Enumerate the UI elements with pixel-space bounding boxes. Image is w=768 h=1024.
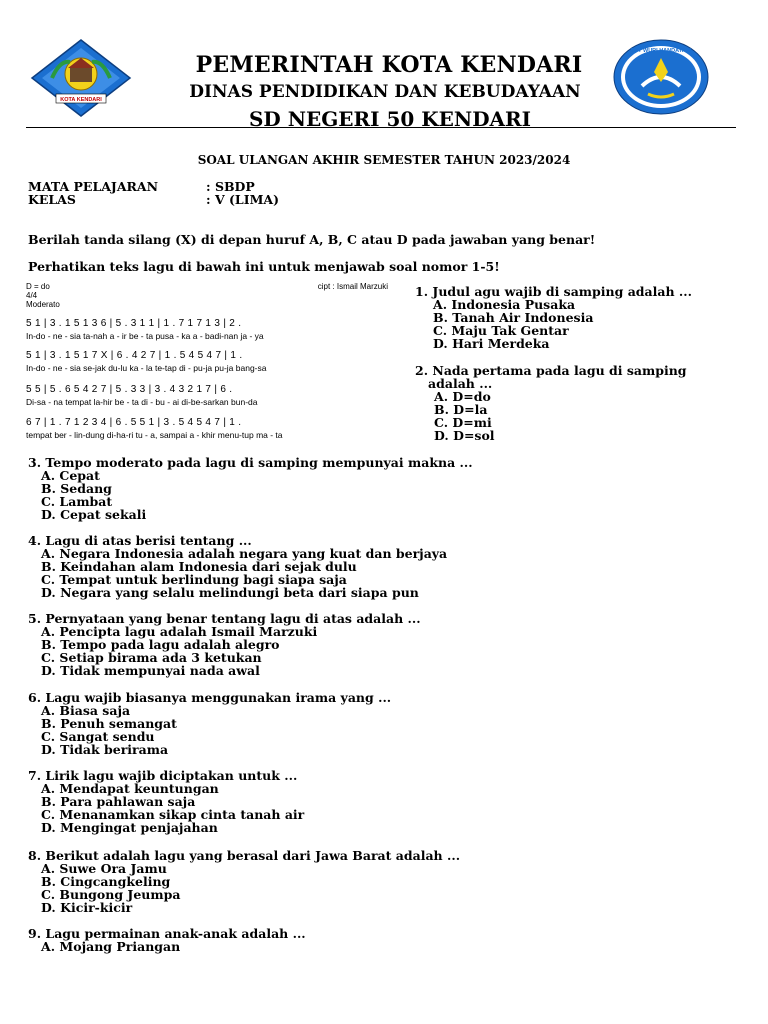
- score-meter: 4/4: [26, 291, 38, 300]
- option-a[interactable]: A. Indonesia Pusaka: [433, 297, 576, 312]
- option-b[interactable]: B. Para pahlawan saja: [41, 794, 196, 809]
- tut-wuri-handayani-logo: [612, 38, 710, 116]
- option-a[interactable]: A. Mendapat keuntungan: [41, 781, 219, 796]
- score-lyrics-line: tempat ber - lin-dung di-ha-ri tu - a, sampai a - khir menu-tup ma - ta: [26, 430, 283, 440]
- option-c[interactable]: C. Tempat untuk berlindung bagi siapa saja: [41, 572, 347, 587]
- question-5: [28, 612, 421, 677]
- question-stem-continued: adalah ...: [428, 376, 493, 391]
- option-d[interactable]: D. Hari Merdeka: [433, 336, 550, 351]
- score-tempo: Moderato: [26, 300, 60, 309]
- option-d[interactable]: D. D=sol: [434, 428, 495, 443]
- school-title: SD NEGERI 50 KENDARI: [248, 107, 532, 131]
- logo-left-caption: KOTA KENDARI: [60, 97, 102, 103]
- option-a[interactable]: A. D=do: [434, 389, 491, 404]
- instruction-song: Perhatikan teks lagu di bawah ini untuk menjawab soal nomor 1-5!: [28, 259, 500, 274]
- option-a[interactable]: A. Suwe Ora Jamu: [41, 861, 167, 876]
- question-6: [28, 691, 391, 756]
- kota-kendari-logo: [30, 38, 132, 118]
- logo-right-caption: TUT WURI HANDAYANI: [630, 48, 692, 54]
- option-b[interactable]: B. D=la: [434, 402, 488, 417]
- question-stem: 3. Tempo moderato pada lagu di samping mempunyai makna ...: [28, 455, 473, 470]
- score-meta: [26, 282, 60, 309]
- header-divider: [26, 127, 736, 128]
- question-8: [28, 849, 460, 914]
- score-notes-line: 5 1 | 3 . 1 5 1 3 6 | 5 . 3 1 1 | 1 . 7 1 7 1 3 | 2 .: [26, 318, 242, 329]
- option-b[interactable]: B. Cingcangkeling: [41, 874, 171, 889]
- score-notes-line: 6 7 | 1 . 7 1 2 3 4 | 6 . 5 5 1 | 3 . 5 4 5 4 7 | 1 .: [26, 417, 242, 428]
- score-key: D = do: [26, 282, 50, 291]
- option-d[interactable]: D. Kicir-kicir: [41, 900, 133, 915]
- option-d[interactable]: D. Tidak berirama: [41, 742, 169, 757]
- question-stem: 1. Judul agu wajib di samping adalah ...: [415, 284, 692, 299]
- score-lyrics-line: Di-sa - na tempat la-hir be - ta di - bu - ai di-be-sarkan bun-da: [26, 397, 258, 407]
- option-c[interactable]: C. Maju Tak Gentar: [433, 323, 569, 338]
- option-c[interactable]: C. Lambat: [41, 494, 113, 509]
- department-title: DINAS PENDIDIKAN DAN KEBUDAYAAN: [189, 82, 581, 102]
- subject-value: : SBDP: [206, 179, 255, 194]
- subject-label: MATA PELAJARAN: [28, 179, 159, 194]
- question-stem: 4. Lagu di atas berisi tentang ...: [28, 533, 252, 548]
- option-b[interactable]: B. Tempo pada lagu adalah alegro: [41, 637, 280, 652]
- option-d[interactable]: D. Cepat sekali: [41, 507, 147, 522]
- exam-title: SOAL ULANGAN AKHIR SEMESTER TAHUN 2023/2024: [197, 153, 571, 167]
- option-a[interactable]: A. Negara Indonesia adalah negara yang kuat dan berjaya: [41, 546, 448, 561]
- score-notes-line: 5 5 | 5 . 6 5 4 2 7 | 5 . 3 3 | 3 . 4 3 2 1 7 | 6 .: [26, 384, 233, 395]
- class-value: : V (LIMA): [206, 192, 280, 207]
- option-a[interactable]: A. Biasa saja: [41, 703, 131, 718]
- option-c[interactable]: C. Sangat sendu: [41, 729, 155, 744]
- option-d[interactable]: D. Tidak mempunyai nada awal: [41, 663, 260, 678]
- option-c[interactable]: C. Bungong Jeumpa: [41, 887, 181, 902]
- option-d[interactable]: D. Negara yang selalu melindungi beta dari siapa pun: [41, 585, 419, 600]
- score-lyrics-line: In-do - ne - sia ta-nah a - ir be - ta pusa - ka a - badi-nan ja - ya: [26, 331, 264, 341]
- option-c[interactable]: C. D=mi: [434, 415, 492, 430]
- option-a[interactable]: A. Mojang Priangan: [41, 939, 181, 954]
- question-2: [415, 364, 687, 442]
- option-c[interactable]: C. Menanamkan sikap cinta tanah air: [41, 807, 305, 822]
- option-d[interactable]: D. Mengingat penjajahan: [41, 820, 218, 835]
- question-1: [415, 285, 692, 350]
- question-stem: 6. Lagu wajib biasanya menggunakan irama yang ...: [28, 690, 392, 705]
- option-b[interactable]: B. Keindahan alam Indonesia dari sejak dulu: [41, 559, 357, 574]
- question-9: [28, 927, 306, 953]
- government-title: PEMERINTAH KOTA KENDARI: [195, 52, 583, 78]
- question-stem: 2. Nada pertama pada lagu di samping: [415, 363, 687, 378]
- question-stem: 7. Lirik lagu wajib diciptakan untuk ...: [28, 768, 298, 783]
- option-c[interactable]: C. Setiap birama ada 3 ketukan: [41, 650, 262, 665]
- option-b[interactable]: B. Penuh semangat: [41, 716, 177, 731]
- question-stem: 5. Pernyataan yang benar tentang lagu di atas adalah ...: [28, 611, 421, 626]
- option-b[interactable]: B. Sedang: [41, 481, 112, 496]
- question-4: [28, 534, 447, 599]
- score-composer: cipt : Ismail Marzuki: [317, 282, 388, 291]
- score-notes-line: 5 1 | 3 . 1 5 1 7 X | 6 . 4 2 7 | 1 . 5 4 5 4 7 | 1 .: [26, 350, 243, 361]
- question-stem: 9. Lagu permainan anak-anak adalah ...: [28, 926, 306, 941]
- option-a[interactable]: A. Pencipta lagu adalah Ismail Marzuki: [41, 624, 318, 639]
- class-label: KELAS: [28, 192, 76, 207]
- score-lyrics-line: In-do - ne - sia se-jak du-lu ka - la te-tap di - pu-ja pu-ja bang-sa: [26, 363, 267, 373]
- option-b[interactable]: B. Tanah Air Indonesia: [433, 310, 594, 325]
- question-7: [28, 769, 304, 834]
- instruction-main: Berilah tanda silang (X) di depan huruf A, B, C atau D pada jawaban yang benar!: [28, 232, 596, 247]
- question-stem: 8. Berikut adalah lagu yang berasal dari Jawa Barat adalah ...: [28, 848, 461, 863]
- exam-meta: [28, 180, 279, 206]
- letterhead: [0, 0, 768, 132]
- song-score: [26, 280, 398, 446]
- option-a[interactable]: A. Cepat: [41, 468, 100, 483]
- question-3: [28, 456, 473, 521]
